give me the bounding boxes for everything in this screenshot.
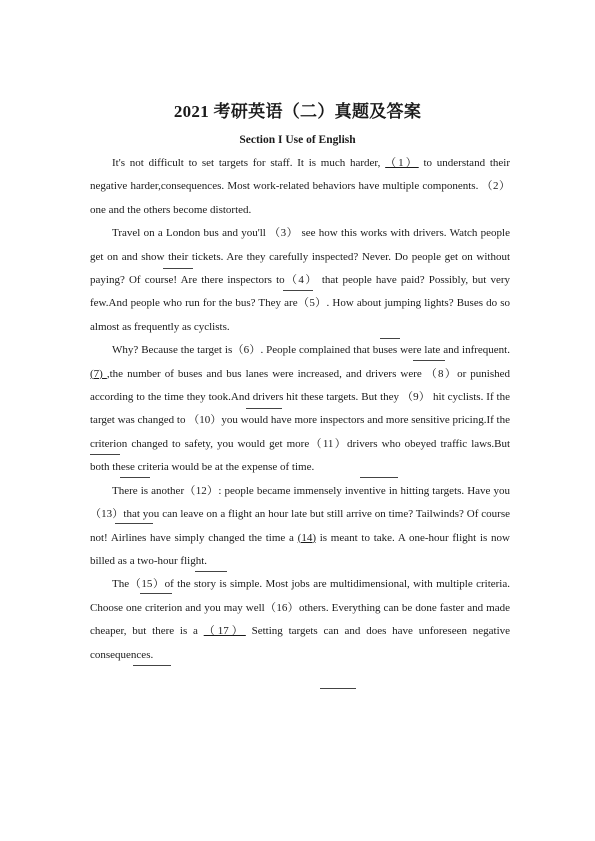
blank-rule <box>413 360 445 361</box>
blank-rule <box>133 665 171 666</box>
blank-rule <box>380 338 400 339</box>
text-run: The（15）of the story is simple. Most jobs are multidimensional, with multiple criteria. Choose one criterion and you may well（16）others. Everything can be done faster and made cheaper, but there is a <box>90 578 510 638</box>
text-run: is meant to take. A one-hour flight is now billed as a two-hour flight. <box>90 531 510 567</box>
blank-rule <box>163 268 193 269</box>
blank-rule <box>283 290 313 291</box>
blank-number: (14) <box>297 531 316 544</box>
blank-number: （1） <box>385 157 419 169</box>
blank-rule <box>90 454 120 455</box>
text-run: Travel on a London bus and you'll （3） see how this works with drivers. Watch people get on and show their tickets. Are they carefully inspected? Never. Do people get on without paying? Of course! Are there inspectors to（4） that people have paid? Possibly, but very few.And people who run for the bus? They are（5）. How about jumping lights? Buses do so almost as frequently as cyclists. <box>90 227 510 333</box>
paragraph <box>90 222 510 339</box>
blank-rule <box>115 523 153 524</box>
blank-number: (7) <box>90 367 107 380</box>
paragraph <box>90 339 510 479</box>
paragraph <box>90 152 510 222</box>
page-title: 2021 考研英语（二）真题及答案 <box>173 102 422 121</box>
blank-rule <box>120 477 150 478</box>
blank-rule <box>195 571 227 572</box>
paragraph <box>90 480 510 574</box>
text-run: ,the number of buses and bus lanes were increased, and drivers were （8）or punished according to the time they took.And drivers hit these targets. But they （9） hit cyclists. If the target was changed to （10）you would have more inspectors and more sensitive pricing.If the criterion changed to safety, you would get more（11）drivers who obeyed traffic laws.But both these criteria would be at the expense of time. <box>90 367 511 474</box>
paragraph <box>90 573 510 667</box>
passage-body <box>90 152 510 667</box>
text-run: to understand their negative harder,consequences. Most work-related behaviors have multiple components. （2） one and the others become distorted. <box>90 157 510 216</box>
section-heading: Section I Use of English <box>239 134 356 146</box>
text-run: Setting targets can and does have unforeseen negative consequences. <box>90 625 511 661</box>
blank-rule <box>360 477 398 478</box>
blank-number: （17） <box>203 625 246 638</box>
text-run: There is another（12）: people became immensely inventive in hitting targets. Have you（13）that you can leave on a flight an hour late but still arrive on time? Tailwinds? Of course not! Airlines have simply changed the time a <box>90 484 510 544</box>
blank-rule <box>246 408 282 409</box>
blank-rule <box>140 593 172 594</box>
text-run: It's not difficult to set targets for staff. It is much harder, <box>112 157 386 169</box>
blank-rule <box>320 688 356 689</box>
text-run: Why? Because the target is（6）. People complained that buses were late and infrequent. <box>112 344 510 357</box>
